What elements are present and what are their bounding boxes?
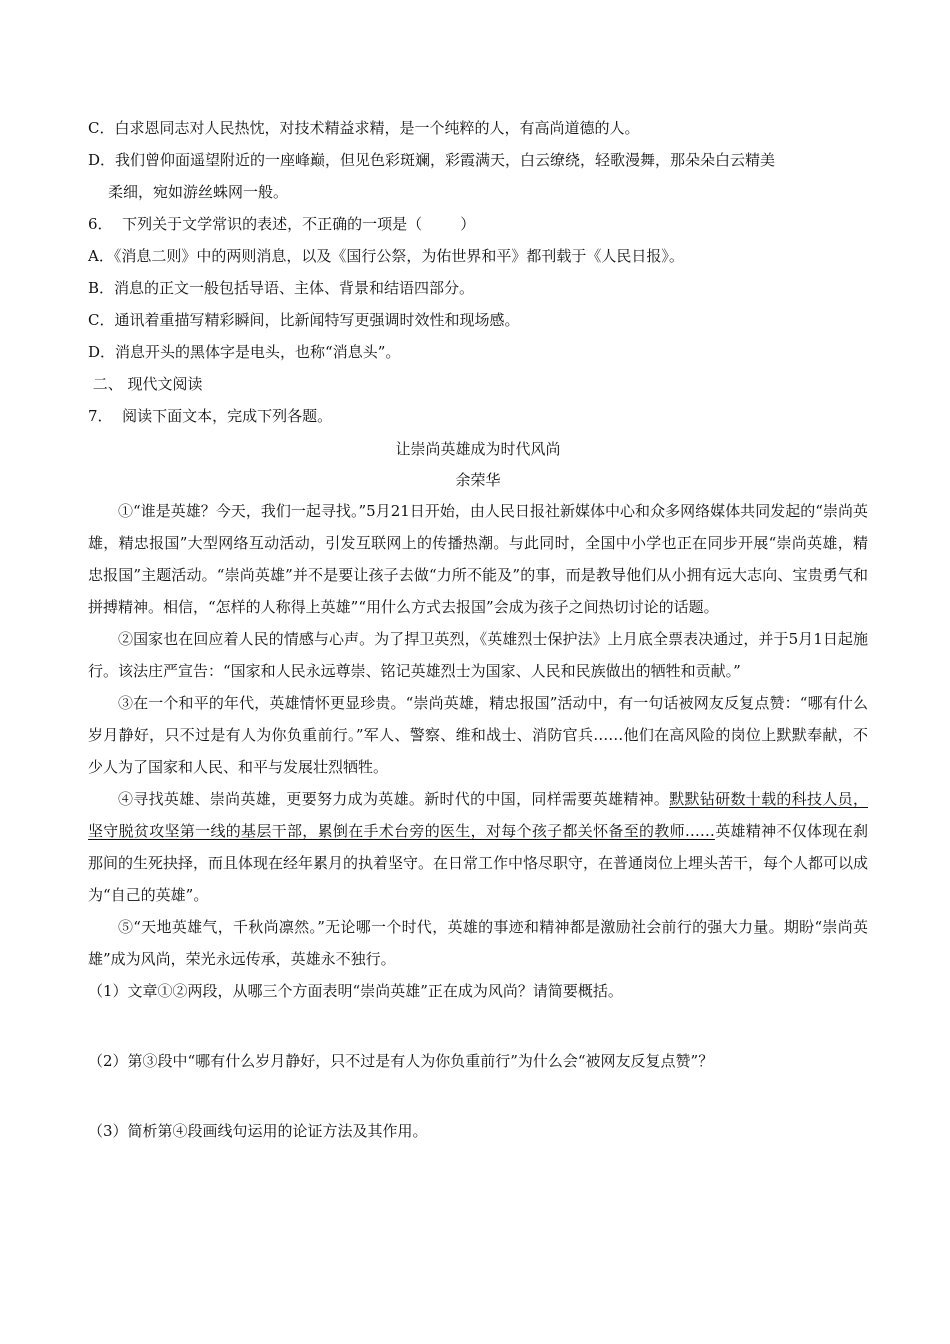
article-paragraph-5: ⑤“天地英雄气，千秋尚凛然。”无论哪一个时代，英雄的事迹和精神都是激励社会前行的强大力量。期盼“崇尚英雄”成为风尚，荣光永远传承，英雄永不独行。	[88, 918, 868, 968]
article-paragraph-3: ③在一个和平的年代，英雄情怀更显珍贵。“崇尚英雄，精忠报国”活动中，有一句话被网友反复点赞：“哪有什么岁月静好，只不过是有人为你负重前行。”军人、警察、维和战士、消防官兵……他们在高风险的岗位上默默奉献，不少人为了国家和人民、和平与发展壮烈牺牲。	[88, 694, 868, 776]
article-paragraph-4	[88, 783, 868, 911]
q6-option-c: C．通讯着重描写精彩瞬间，比新闻特写更强调时效性和现场感。	[88, 311, 520, 329]
q5-option-d: D．我们曾仰面遥望附近的一座峰巅，但见色彩斑斓，彩霞满天，白云缭绕，轻歌漫舞，那朵朵白云精美	[88, 151, 776, 169]
exam-page	[88, 112, 868, 1147]
article-paragraph-2: ②国家也在回应着人民的情感与心声。为了捍卫英烈，《英雄烈士保护法》上月底全票表决通过，并于5月1日起施行。该法庄严宣告：“国家和人民永远尊崇、铭记英雄烈士为国家、人民和民族做出的牺牲和贡献。”	[88, 630, 868, 680]
q6-option-b: B．消息的正文一般包括导语、主体、背景和结语四部分。	[88, 279, 475, 297]
paragraph-4-underlined-sentence: 默默钻研数十载的科技人员，坚守脱贫攻坚第一线的基层干部，累倒在手术台旁的医生，对每个孩子都关怀备至的教师……	[88, 790, 868, 840]
paragraph-4-conclusion: 英雄精神不仅体现在刹那间的生死抉择，而且体现在经年累月的执着坚守。在日常工作中恪尽职守，在普通岗位上埋头苦干，每个人都可以成为“自己的英雄”。	[88, 822, 869, 904]
section-heading-modern-reading: 二、 现代文阅读	[88, 375, 203, 393]
q6-stem: 6． 下列关于文学常识的表述，不正确的一项是（ ）	[88, 215, 476, 233]
article-author: 余荣华	[455, 471, 501, 489]
q6-option-d: D．消息开头的黑体字是电头，也称“消息头”。	[88, 343, 401, 361]
q5-option-d-continued: 柔细，宛如游丝蛛网一般。	[108, 183, 289, 201]
article-title: 让崇尚英雄成为时代风尚	[395, 440, 561, 458]
q7-subquestion-3: （3）简析第④段画线句运用的论证方法及其作用。	[88, 1122, 428, 1140]
q6-option-a: A．《消息二则》中的两则消息，以及《国行公祭，为佑世界和平》都刊载于《人民日报》。	[88, 247, 684, 265]
paragraph-4-intro: ④寻找英雄、崇尚英雄，更要努力成为英雄。新时代的中国，同样需要英雄精神。	[118, 790, 670, 808]
article-paragraph-1: ①“谁是英雄？今天，我们一起寻找。”5月21日开始，由人民日报社新媒体中心和众多网络媒体共同发起的“崇尚英雄，精忠报国”大型网络互动活动，引发互联网上的传播热潮。与此同时，全国中小学也正在同步开展“崇尚英雄，精忠报国”主题活动。“崇尚英雄”并不是要让孩子去做“力所不能及”的事，而是教导他们从小拥有远大志向、宝贵勇气和拼搏精神。相信，“怎样的人称得上英雄”“用什么方式去报国”会成为孩子之间热切讨论的话题。	[88, 502, 868, 616]
q7-subquestion-1: （1）文章①②两段，从哪三个方面表明“崇尚英雄”正在成为风尚？请简要概括。	[88, 982, 623, 1000]
q7-stem: 7． 阅读下面文本，完成下列各题。	[88, 407, 333, 425]
q5-option-c: C．白求恩同志对人民热忱，对技术精益求精，是一个纯粹的人，有高尚道德的人。	[88, 119, 640, 137]
q7-subquestion-2: （2）第③段中“哪有什么岁月静好，只不过是有人为你负重前行”为什么会“被网友反复点赞”？	[88, 1052, 714, 1070]
